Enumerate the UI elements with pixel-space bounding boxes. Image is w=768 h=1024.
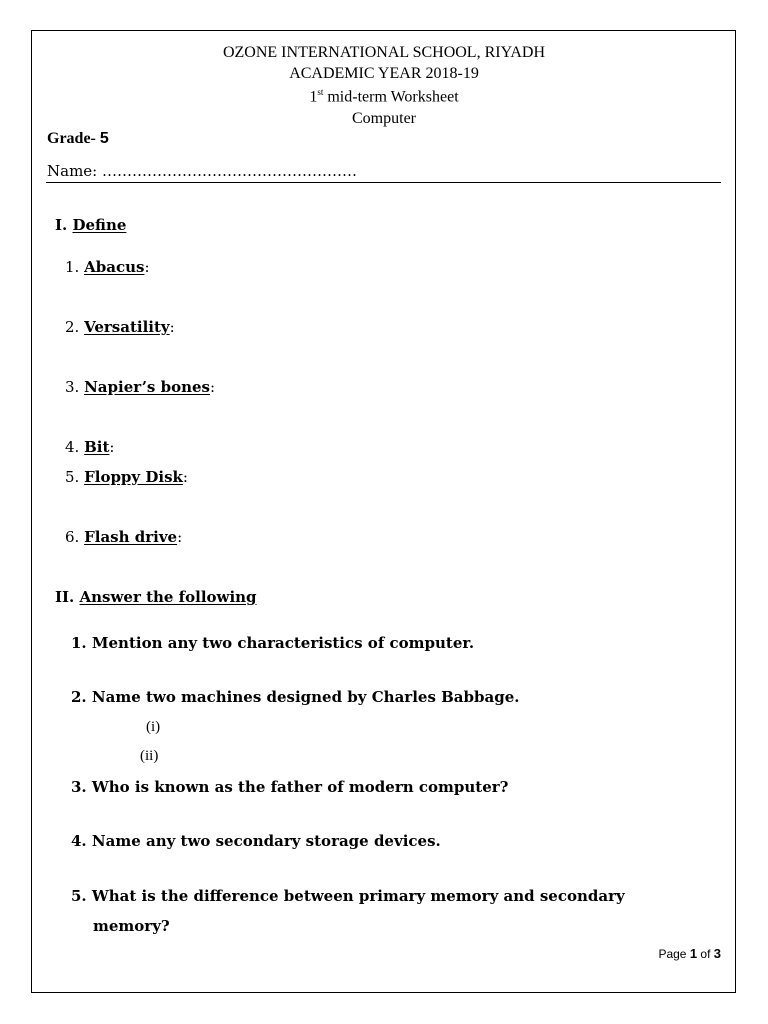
page-number: Page 1 of 3 bbox=[658, 946, 721, 961]
subpart-ii: (ii) bbox=[140, 748, 159, 764]
question-4: 4. Name any two secondary storage devices. bbox=[71, 832, 441, 850]
define-item-flash-drive: 6. Flash drive: bbox=[65, 528, 183, 546]
grade-line: Grade- 5 bbox=[47, 130, 109, 147]
question-3: 3. Who is known as the father of modern computer? bbox=[71, 778, 509, 796]
define-item-abacus: 1. Abacus: bbox=[65, 258, 150, 276]
define-item-bit: 4. Bit: bbox=[65, 438, 115, 456]
school-name: OZONE INTERNATIONAL SCHOOL, RIYADH bbox=[222, 44, 546, 61]
academic-year: ACADEMIC YEAR 2018-19 bbox=[289, 65, 479, 82]
question-5: 5. What is the difference between primary memory and secondary bbox=[71, 887, 625, 905]
section-answer-heading: II. Answer the following bbox=[55, 588, 257, 606]
define-item-napiers-bones: 3. Napier’s bones: bbox=[65, 378, 216, 396]
subject-title: Computer bbox=[352, 110, 416, 127]
name-field[interactable]: Name: …………………………………………… bbox=[47, 162, 357, 180]
section-define-heading: I. Define bbox=[55, 216, 127, 234]
question-2: 2. Name two machines designed by Charles Babbage. bbox=[71, 688, 520, 706]
question-1: 1. Mention any two characteristics of computer. bbox=[71, 634, 475, 652]
header-divider bbox=[46, 182, 721, 183]
worksheet-title: 1st mid-term Worksheet bbox=[309, 87, 459, 106]
subpart-i: (i) bbox=[146, 719, 161, 735]
question-5-continuation: memory? bbox=[93, 917, 170, 935]
define-item-floppy-disk: 5. Floppy Disk: bbox=[65, 468, 188, 486]
define-item-versatility: 2. Versatility: bbox=[65, 318, 175, 336]
